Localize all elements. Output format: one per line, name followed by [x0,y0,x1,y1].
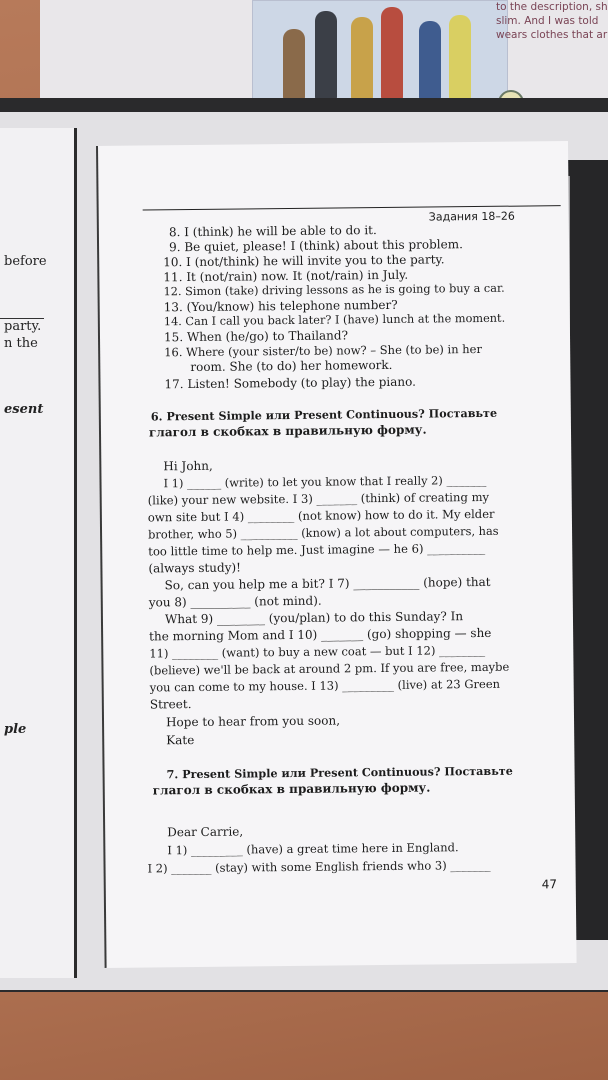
textbook-illustration [252,0,508,108]
exercise-item: 12. Simon (take) driving lessons as he is going to buy a car. [163,281,505,299]
left-fragment: ple [4,722,27,737]
exercise-item: 11. It (not/rain) now. It (not/rain) in July. [163,267,409,285]
letter-line: own site but I 4) ________ (not know) how to do it. My elder [147,506,495,525]
exercise-7-title: 7. Present Simple или Present Continuous? Поставьте [166,763,513,782]
top-text-line: slim. And I was told [496,15,599,27]
letter-line: you can come to my house. I 13) _________ (live) at 23 Green [149,676,501,695]
worksheet-page [96,141,577,968]
exercise-item: room. She (to do) her homework. [190,357,393,375]
letter-line: (always study)! [148,560,242,576]
letter-line: Hi John, [163,458,213,474]
letter-line: 11) ________ (want) to buy a new coat — but I 12) ________ [149,642,486,661]
left-fragment: party. [4,319,42,334]
exercise-item: 8. I (think) he will be able to do it. [168,223,377,240]
letter-line: Street. [149,697,192,712]
letter-line: What 9) ________ (you/plan) to do this Sunday? In [164,609,464,627]
letter-line: I 1) ______ (write) to let you know that I really 2) _______ [163,472,487,491]
letter-line: Dear Carrie, [167,824,244,840]
exercise-item: 10. I (not/think) he will invite you to the party. [163,252,445,270]
exercise-item: 9. Be quiet, please! I (think) about this problem. [168,237,463,255]
top-textbook-text [496,0,608,42]
top-text-line: wears clothes that ar [496,29,608,41]
letter-line: So, can you help me a bit? I 7) ___________ (hope) that [164,574,491,593]
page-number: 47 [541,877,558,892]
letter-line: (believe) we'll be back at around 2 pm. If you are free, maybe [149,659,510,678]
letter-line: I 1) _________ (have) a great time here in England. [167,840,459,858]
letter-line: Hope to hear from you soon, [165,713,341,730]
exercise-6-title: 6. Present Simple или Present Continuous? Поставьте [150,405,498,424]
exercise-item: 17. Listen! Somebody (to play) the piano. [164,374,417,392]
letter-line: I 2) _______ (stay) with some English friends who 3) _______ [147,857,491,876]
left-page-fragment [0,128,77,978]
page-header: Задания 18–26 [428,209,515,224]
letter-line: you 8) __________ (not mind). [148,593,322,610]
exercise-item: 14. Can I call you back later? I (have) lunch at the moment. [163,311,506,329]
exercise-item: 15. When (he/go) to Thailand? [163,328,349,345]
letter-line: (like) your new website. I 3) _______ (think) of creating my [147,489,490,508]
top-text-line: to the description, sh [496,1,608,13]
left-fragment: before [4,254,47,269]
letter-line: brother, who 5) __________ (know) a lot about computers, has [147,523,499,542]
letter-line: the morning Mom and I 10) _______ (go) shopping — she [149,625,492,644]
left-fragment: esent [4,402,44,417]
exercise-6-subtitle: глагол в скобках в правильную форму. [148,422,427,440]
letter-line: Kate [166,733,195,748]
exercise-7-subtitle: глагол в скобках в правильную форму. [152,780,431,798]
letter-line: too little time to help me. Just imagine — he 6) __________ [148,540,486,559]
exercise-item: 16. Where (your sister/to be) now? – She (to be) in her [164,341,483,360]
left-fragment: n the [4,336,38,351]
exercise-item: 13. (You/know) his telephone number? [163,297,398,315]
